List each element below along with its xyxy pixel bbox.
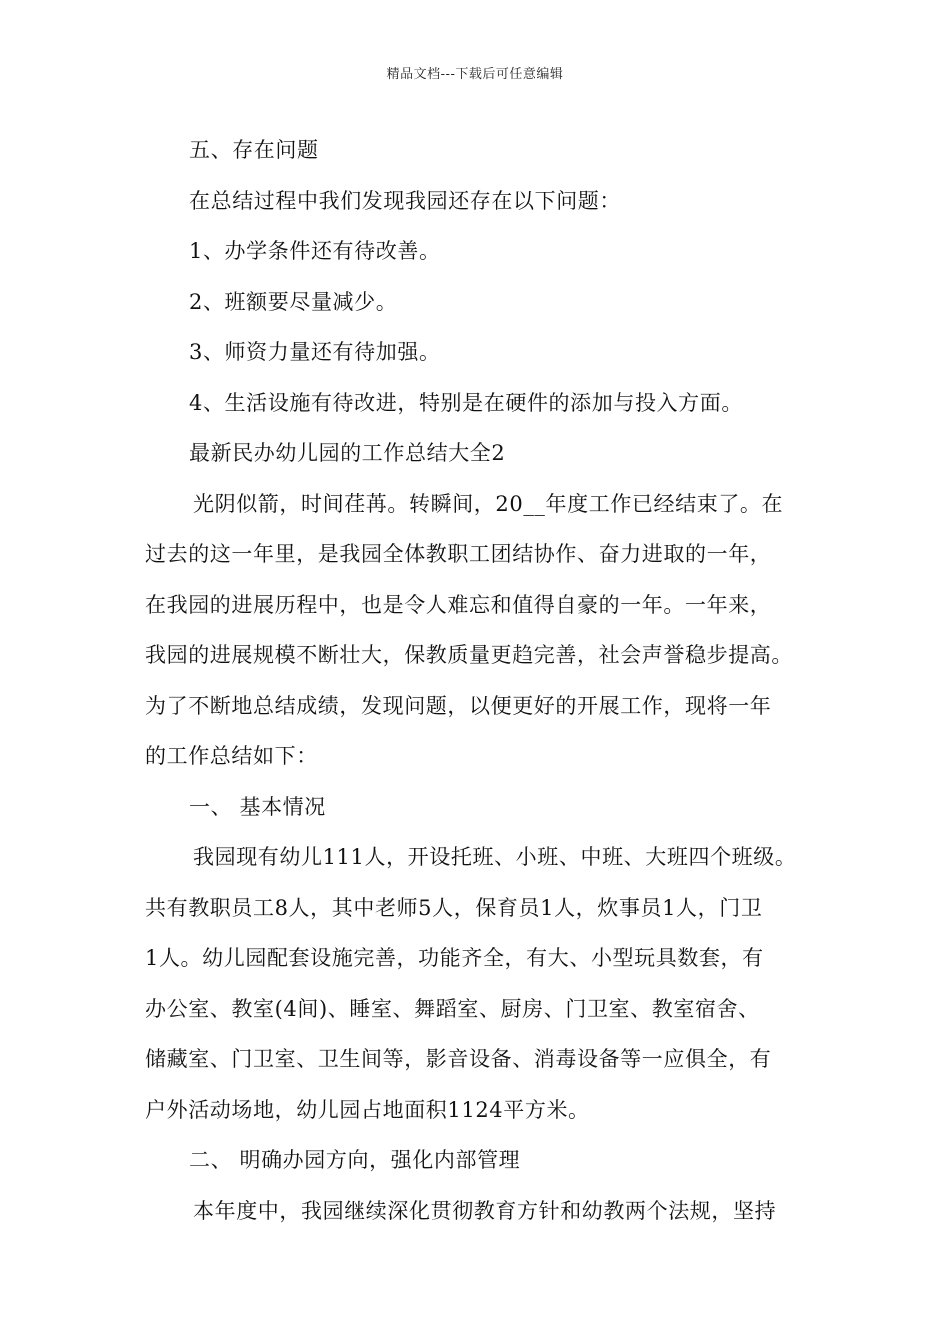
- page-header: 精品文档---下载后可任意编辑: [386, 67, 564, 82]
- text-line: 我园的进展规模不断壮大，保教质量更趋完善，社会声誉稳步提高。: [145, 643, 793, 667]
- text-line: 为了不断地总结成绩，发现问题，以便更好的开展工作，现将一年: [145, 693, 772, 718]
- text-line: 过去的这一年里，是我园全体教职工团结协作、奋力进取的一年，: [145, 542, 772, 566]
- text-line: 的工作总结如下：: [145, 744, 318, 768]
- text-line: 共有教职员工8人，其中老师5人，保育员1人，炊事员1人，门卫: [145, 895, 763, 920]
- text-line: 五、存在问题: [189, 138, 319, 162]
- text-line: 储藏室、门卫室、卫生间等，影音设备、消毒设备等一应俱全，有: [145, 1047, 772, 1071]
- text-line: 1人。幼儿园配套设施完善，功能齐全，有大、小型玩具数套，有: [145, 946, 764, 970]
- text-line: 本年度中，我园继续深化贯彻教育方针和幼教两个法规，坚持: [193, 1198, 777, 1223]
- document-body: [145, 125, 835, 1236]
- text-line: 在总结过程中我们发现我园还存在以下问题：: [189, 188, 621, 213]
- text-line: 光阴似箭，时间荏苒。转瞬间，20__年度工作已经结束了。在: [193, 491, 784, 516]
- text-line: 1、办学条件还有待改善。: [189, 239, 441, 263]
- text-line: 办公室、教室(4间)、睡室、舞蹈室、厨房、门卫室、教室宿舍、: [145, 996, 760, 1021]
- text-line: 户外活动场地，幼儿园占地面积1124平方米。: [145, 1097, 590, 1122]
- text-line: 一、 基本情况: [189, 794, 326, 819]
- text-line: 3、师资力量还有待加强。: [189, 340, 441, 364]
- text-line: 最新民办幼儿园的工作总结大全2: [189, 441, 506, 465]
- text-line: 2、班额要尽量减少。: [189, 289, 398, 314]
- text-line: 二、 明确办园方向，强化内部管理: [189, 1148, 521, 1172]
- text-line: 4、生活设施有待改进，特别是在硬件的添加与投入方面。: [189, 390, 743, 415]
- text-line: 我园现有幼儿111人，开设托班、小班、中班、大班四个班级。: [193, 845, 797, 869]
- text-line: 在我园的进展历程中，也是令人难忘和值得自豪的一年。一年来，: [145, 592, 772, 617]
